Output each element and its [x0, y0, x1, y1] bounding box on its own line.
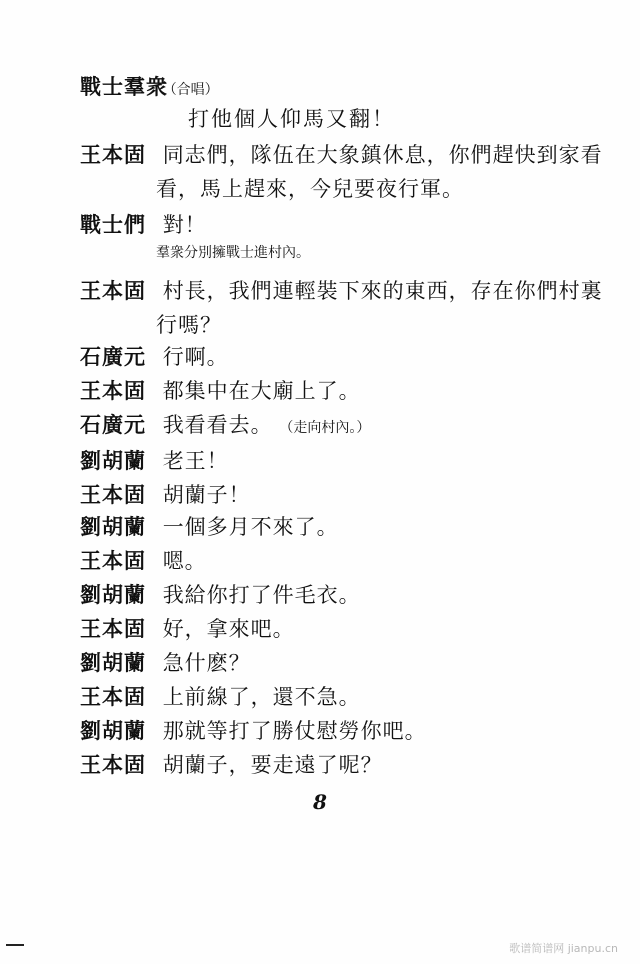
- speaker-name: 劉胡蘭: [80, 718, 146, 743]
- speech-continuation: 看，馬上趕來，今兒要夜行軍。: [156, 177, 464, 201]
- speech-text: 好，拿來吧。: [162, 617, 295, 641]
- speech-text: 那就等打了勝仗慰勞你吧。: [162, 719, 427, 743]
- dialogue-line: [80, 276, 603, 306]
- speech-text: 嗯。: [162, 549, 207, 573]
- speaker-name: 劉胡蘭: [80, 448, 146, 473]
- speech-text: 老王！: [162, 449, 229, 473]
- speech-text: 胡蘭子，要走遠了呢？: [162, 753, 383, 777]
- speech-text: 對！: [162, 213, 207, 237]
- speech-text: 村長，我們連輕裝下來的東西，存在你們村裏: [162, 279, 603, 303]
- speaker-name: 王本固: [80, 684, 146, 709]
- dialogue-line: [80, 480, 600, 510]
- speech-text: 行啊。: [162, 345, 229, 369]
- speaker-name: 王本固: [80, 278, 146, 303]
- speaker-name: 王本固: [80, 752, 146, 777]
- scan-mark: [6, 944, 24, 946]
- speaker-name: 石廣元: [80, 412, 146, 437]
- watermark: 歌谱简谱网 jianpu.cn: [509, 942, 618, 955]
- dialogue-line: [80, 140, 603, 170]
- speaker-name: 劉胡蘭: [80, 650, 146, 675]
- speech-continuation: 行嗎？: [156, 313, 222, 337]
- stage-note: （合唱）: [162, 82, 219, 98]
- speech-text: 我給你打了件毛衣。: [162, 583, 361, 607]
- dialogue-line: [80, 648, 600, 678]
- speech-text: 上前線了，還不急。: [162, 685, 361, 709]
- dialogue-line: [80, 210, 600, 240]
- dialogue-line: [80, 410, 600, 443]
- speech-text: 同志們，隊伍在大象鎮休息，你們趕快到家看: [162, 143, 603, 167]
- speech-text: 胡蘭子！: [162, 483, 251, 507]
- speaker-name: 王本固: [80, 482, 146, 507]
- dialogue-line: [80, 376, 600, 406]
- speaker-name: 王本固: [80, 378, 146, 403]
- speaker-name: 王本固: [80, 142, 146, 167]
- dialogue-line: [80, 546, 600, 576]
- speaker-name: 劉胡蘭: [80, 514, 146, 539]
- page-number: 8: [313, 790, 327, 814]
- speaker-name: 戰士們: [80, 212, 146, 237]
- speaker-name: 王本固: [80, 548, 146, 573]
- dialogue-line: [80, 682, 600, 712]
- speech-text: 急什麽？: [162, 651, 251, 675]
- speech-text: 都集中在大廟上了。: [162, 379, 361, 403]
- dialogue-line: [80, 446, 600, 476]
- song-lyric: 打他個人仰馬又翻！: [188, 107, 395, 131]
- speech-text: 我看看去。: [162, 413, 273, 437]
- dialogue-line: [80, 72, 600, 105]
- dialogue-line: [80, 750, 600, 780]
- dialogue-line: [80, 512, 600, 542]
- speaker-name: 王本固: [80, 616, 146, 641]
- speaker-name: 戰士羣衆: [80, 74, 168, 99]
- stage-direction: 羣衆分別擁戰士進村內。: [156, 245, 310, 261]
- dialogue-line: [80, 342, 600, 372]
- speaker-name: 石廣元: [80, 344, 146, 369]
- dialogue-line: [80, 614, 600, 644]
- stage-note: （走向村內。）: [279, 420, 371, 436]
- speech-text: 一個多月不來了。: [162, 515, 339, 539]
- dialogue-line: [80, 580, 600, 610]
- dialogue-line: [80, 716, 600, 746]
- speaker-name: 劉胡蘭: [80, 582, 146, 607]
